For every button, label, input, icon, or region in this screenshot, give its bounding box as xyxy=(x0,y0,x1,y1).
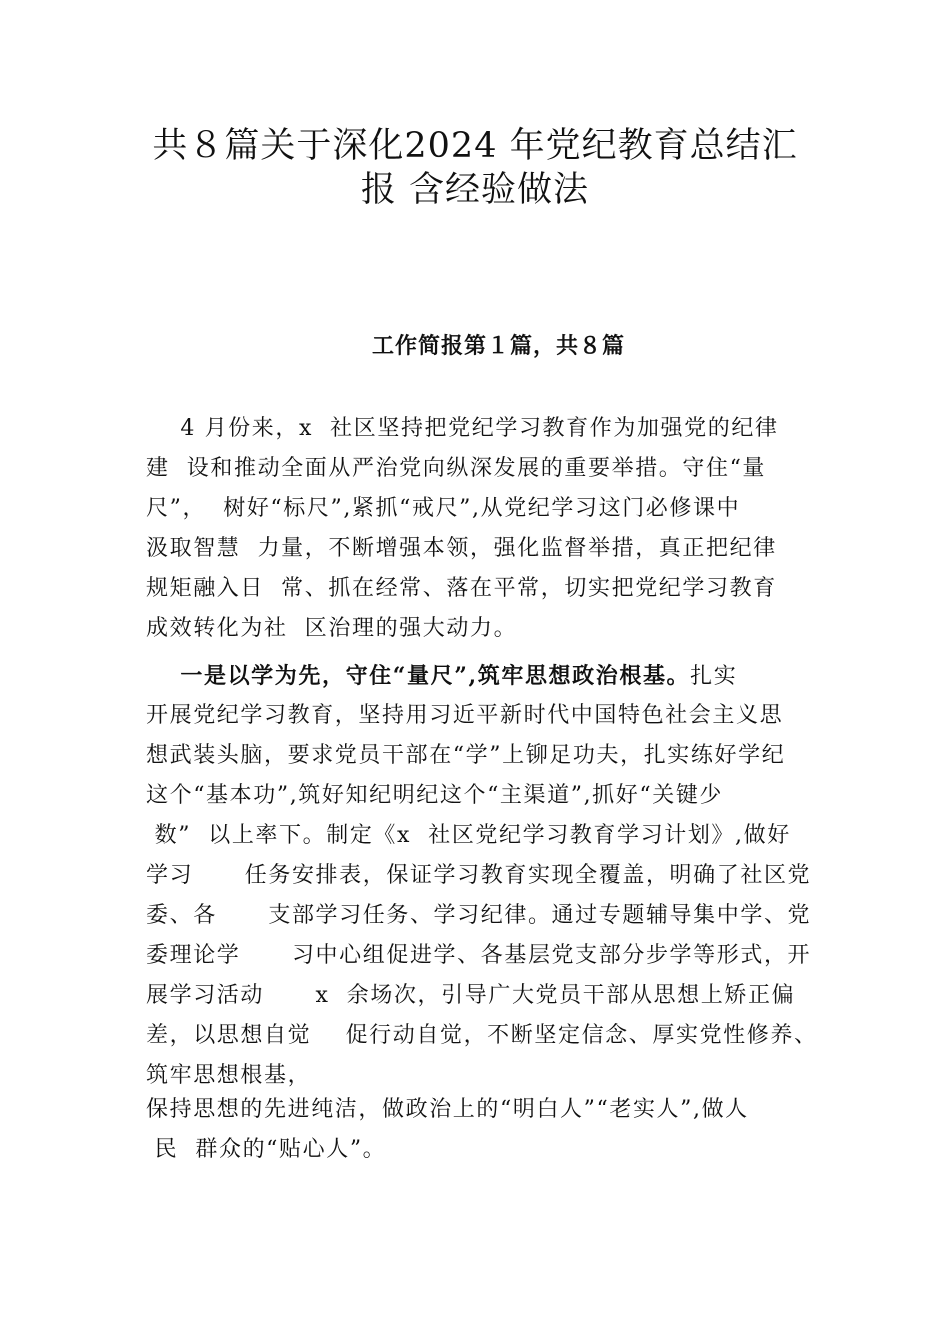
title-line-2: 报 含经验做法 xyxy=(360,170,590,210)
paragraph-lead-rest: 扎实 xyxy=(690,664,738,689)
paragraph-line: 数” 以上率下。制定《x 社区党纪学习教育学习计划》,做好 xyxy=(146,823,791,848)
paragraph-line: 委理论学 习中心组促进学、各基层党支部分步学等形式，开 xyxy=(146,943,812,968)
document-subtitle: 工作简报第１篇，共８篇 xyxy=(372,333,626,359)
paragraph-line: 建 设和推动全面从严治党向纵深发展的重要举措。守住“量 xyxy=(146,456,767,481)
paragraph-line: 学习 任务安排表，保证学习教育实现全覆盖，明确了社区党 xyxy=(146,863,812,888)
paragraph-1 xyxy=(146,409,826,649)
paragraph-line: 筑牢思想根基， xyxy=(146,1063,312,1088)
paragraph-line: 委、各 支部学习任务、学习纪律。通过专题辅导集中学、党 xyxy=(146,903,812,928)
paragraph-line: 尺”， 树好“标尺”,紧抓“戒尺”,从党纪学习这门必修课中 xyxy=(146,496,741,521)
paragraph-2 xyxy=(146,656,826,1096)
paragraph-line: 4 月份来，x 社区坚持把党纪学习教育作为加强党的纪律 xyxy=(146,416,779,441)
paragraph-line: 开展党纪学习教育，坚持用习近平新时代中国特色社会主义思 xyxy=(146,703,784,728)
paragraph-line: 民 群众的“贴心人”。 xyxy=(146,1137,387,1162)
paragraph-line: 差，以思想自觉 促行动自觉，不断坚定信念、厚实党性修养、 xyxy=(146,1023,818,1048)
paragraph-line: 规矩融入日 常、抓在经常、落在平常，切实把党纪学习教育 xyxy=(146,576,777,601)
title-line-1: 共８篇关于深化2024 年党纪教育总结汇 xyxy=(152,126,798,166)
paragraph-lead-heading: 一是以学为先，守住“量尺”,筑牢思想政治根基。 xyxy=(180,663,691,689)
paragraph-line: 成效转化为社 区治理的强大动力。 xyxy=(146,616,518,641)
paragraph-line: 汲取智慧 力量，不断增强本领，强化监督举措，真正把纪律 xyxy=(146,536,777,561)
paragraph-first-line xyxy=(146,656,826,696)
paragraph-3 xyxy=(146,1090,826,1170)
document-title xyxy=(120,124,830,212)
paragraph-line: 想武装头脑，要求党员干部在“学”上铆足功夫，扎实练好学纪 xyxy=(146,743,786,768)
paragraph-line: 这个“基本功”,筑好知纪明纪这个“主渠道”,抓好“关键少 xyxy=(146,783,724,808)
paragraph-line: 展学习活动 x 余场次，引导广大党员干部从思想上矫正偏 xyxy=(146,983,796,1008)
paragraph-line: 保持思想的先进纯洁，做政治上的“明白人”“老实人”,做人 xyxy=(146,1097,749,1122)
